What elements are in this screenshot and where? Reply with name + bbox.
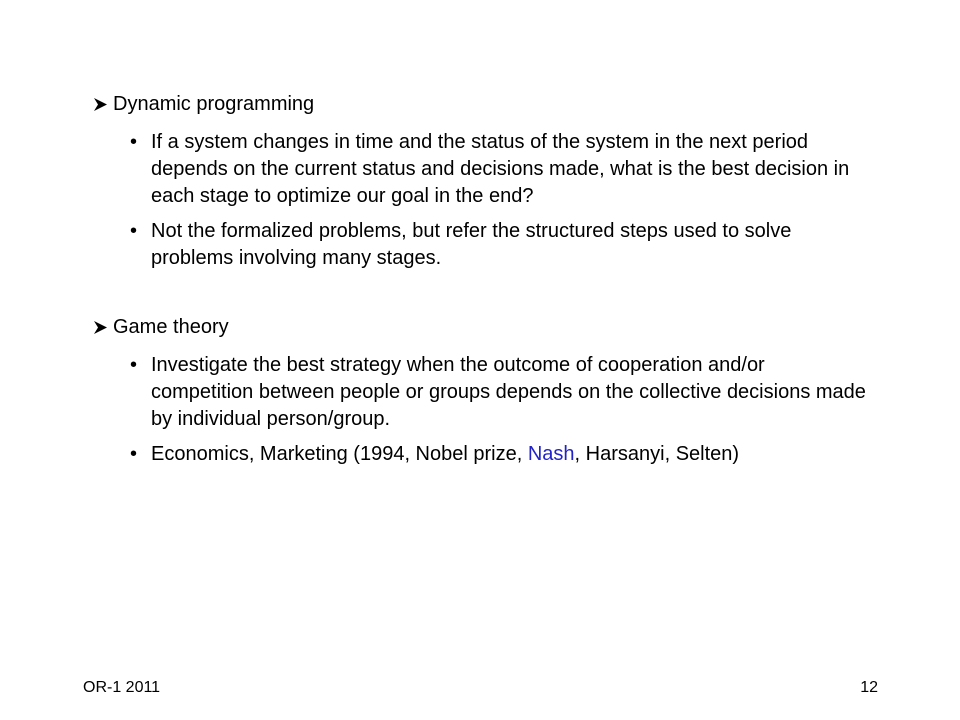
list-item [130,129,870,210]
bullet-dot-icon: • [130,354,138,376]
bullet-dot-icon: • [130,443,138,465]
topic-heading: Dynamic programming [113,93,315,115]
topic-heading: Game theory [113,316,229,338]
list-item-text: Investigate the best strategy when the outcome of cooperation and/or competition between people or groups depends on the collective decisions made by individual person/group. [151,354,866,430]
list-item [130,352,870,433]
arrow-bullet-icon [92,319,109,336]
topic-dynamic-programming [92,92,314,116]
topic-game-theory [92,315,229,339]
bullet-dot-icon: • [130,220,138,242]
page-number: 12 [860,679,878,696]
list-item-text: If a system changes in time and the status of the system in the next period depends on the current status and decisions made, what is the best decision in each stage to optimize our goal in the end? [151,131,850,207]
highlighted-name: Nash [527,443,575,465]
list-item [130,441,870,468]
list-item-text [151,441,870,468]
arrow-bullet-icon [92,96,109,113]
list-item-text-after: , Harsanyi, Selten) [574,443,740,465]
list-item-text: Not the formalized problems, but refer the structured steps used to solve problems involving many stages. [151,220,792,269]
list-item-text-before: Economics, Marketing (1994, Nobel prize, [151,443,528,465]
list-item [130,218,870,272]
footer-course-label: OR-1 2011 [83,679,161,696]
bullet-dot-icon: • [130,131,138,153]
